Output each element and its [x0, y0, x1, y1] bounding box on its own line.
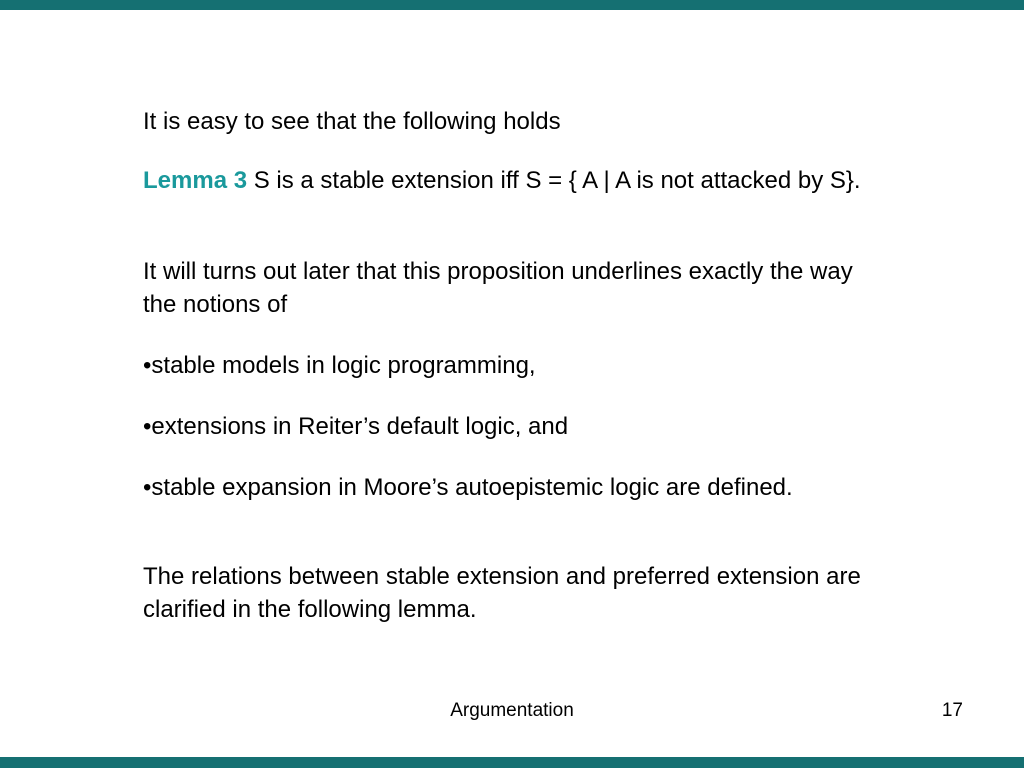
intro-text-line: It is easy to see that the following holds — [143, 108, 561, 135]
bullet-item-moore-autoepistemic — [143, 471, 963, 504]
bullet-text: stable models in logic programming, — [151, 352, 536, 379]
paragraph-relations-line-2: clarified in the following lemma. — [143, 596, 477, 623]
bullet-item-reiter-default-logic — [143, 410, 963, 443]
top-accent-bar — [0, 0, 1024, 10]
bullet-icon: • — [143, 413, 152, 440]
paragraph-relations-line-1: The relations between stable extension and preferred extension are — [143, 563, 861, 590]
lemma-statement — [143, 164, 963, 197]
intro-text — [143, 105, 963, 138]
bullet-text: extensions in Reiter’s default logic, and — [151, 413, 569, 440]
paragraph-relations — [143, 560, 963, 626]
bottom-accent-bar — [0, 757, 1024, 768]
bullet-icon: • — [143, 474, 152, 501]
bullet-icon: • — [143, 352, 152, 379]
lemma-body: S is a stable extension iff S = { A | A is not attacked by S}. — [247, 167, 861, 194]
bullet-item-stable-models — [143, 349, 963, 382]
paragraph-underlines-line-1: It will turns out later that this proposition underlines exactly the way — [143, 258, 853, 285]
lemma-label: Lemma 3 — [143, 167, 248, 194]
bullet-text: stable expansion in Moore’s autoepistemic logic are defined. — [151, 474, 793, 501]
slide-page-number: 17 — [941, 700, 963, 721]
paragraph-underlines — [143, 255, 963, 321]
footer-title: Argumentation — [450, 700, 574, 721]
paragraph-underlines-line-2: the notions of — [143, 291, 288, 318]
